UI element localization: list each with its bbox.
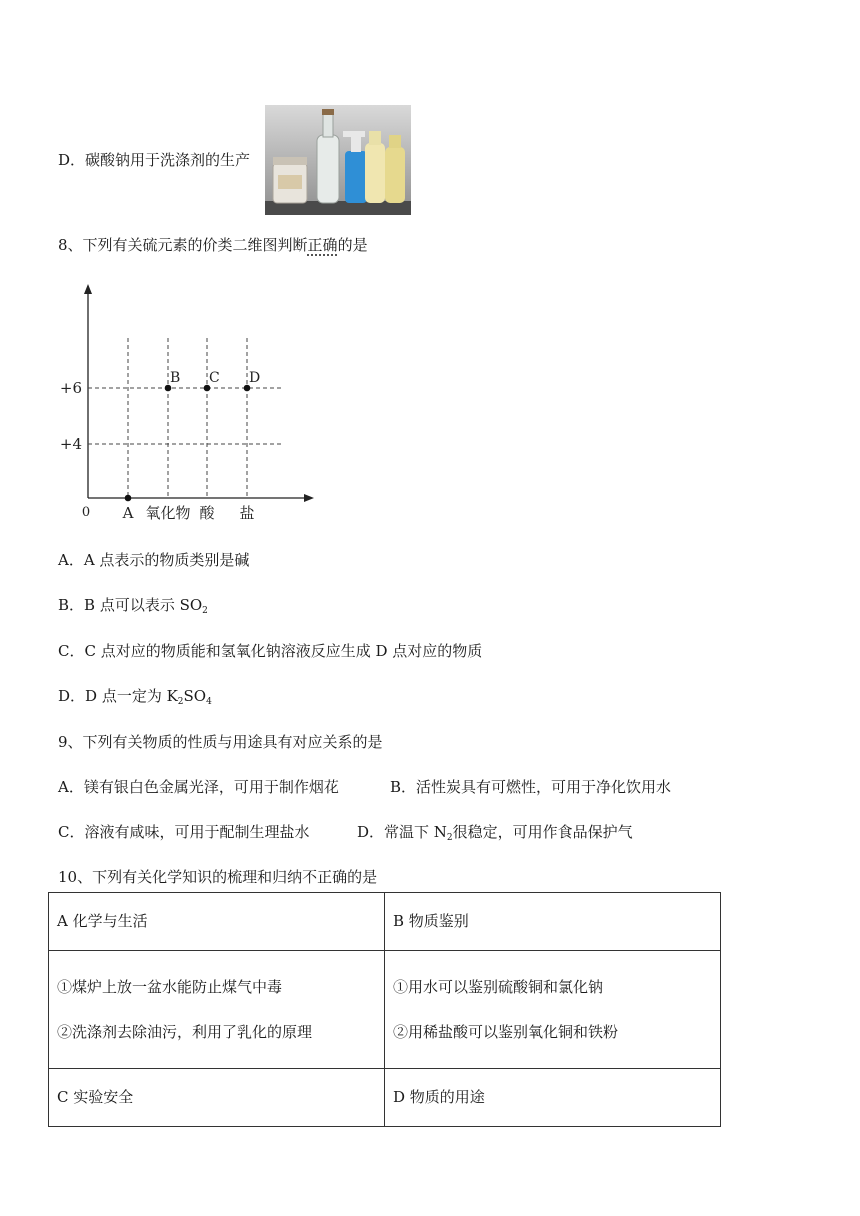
q8-option-d-subscript-1: 2 bbox=[177, 697, 184, 707]
table-a-head: A 化学与生活 bbox=[49, 893, 385, 951]
q8-stem bbox=[58, 235, 368, 255]
origin-label: 0 bbox=[81, 505, 91, 520]
q7-option-d: D．碳酸钠用于洗涤剂的生产 bbox=[58, 151, 251, 169]
y-tick-plus4: +4 bbox=[59, 435, 82, 453]
knowledge-table bbox=[48, 892, 721, 1127]
q8-option-c: C．C 点对应的物质能和氢氧化钠溶液反应生成 D 点对应的物质 bbox=[58, 642, 483, 660]
table-b-item-1: ①用水可以鉴别硫酸铜和氯化钠 bbox=[393, 978, 604, 996]
q9-option-d-text: D．常温下 N bbox=[357, 823, 447, 841]
point-a bbox=[125, 495, 132, 502]
q9-option-a: A．镁有银白色金属光泽，可用于制作烟花 bbox=[58, 778, 339, 796]
q8-option-b bbox=[58, 595, 208, 621]
valence-class-graph bbox=[52, 280, 332, 530]
point-b-label: B bbox=[170, 370, 181, 386]
point-c-label: C bbox=[209, 370, 220, 386]
q8-stem-pre: 8、下列有关硫元素的价类二维图判断 bbox=[58, 236, 308, 254]
q9-option-d-subscript: 2 bbox=[446, 833, 453, 843]
x-cat-oxide: 氧化物 bbox=[145, 504, 191, 522]
table-b-item-2: ②用稀盐酸可以鉴别氧化铜和铁粉 bbox=[393, 1023, 619, 1041]
q9-stem: 9、下列有关物质的性质与用途具有对应关系的是 bbox=[58, 733, 383, 751]
x-axis-arrow-icon bbox=[304, 494, 314, 502]
q8-option-b-text: B．B 点可以表示 SO bbox=[58, 596, 203, 614]
q8-option-d-text-mid: SO bbox=[183, 687, 207, 705]
table-a-body bbox=[49, 951, 385, 1069]
q8-stem-emphasis: 正确 bbox=[307, 236, 338, 254]
table-b-head: B 物质鉴别 bbox=[385, 893, 721, 951]
grid-lines bbox=[88, 338, 284, 498]
q9-option-b: B．活性炭具有可燃性，可用于净化饮用水 bbox=[390, 778, 672, 796]
q8-option-d-subscript-2: 4 bbox=[206, 697, 212, 707]
table-a-item-1: ①煤炉上放一盆水能防止煤气中毒 bbox=[57, 978, 283, 996]
detergent-bottles-photo bbox=[265, 105, 411, 215]
q8-stem-post: 的是 bbox=[337, 236, 368, 254]
q8-option-d-text: D．D 点一定为 K bbox=[58, 687, 178, 705]
table-c-head: C 实验安全 bbox=[49, 1069, 385, 1127]
q9-option-c: C．溶液有咸味，可用于配制生理盐水 bbox=[58, 823, 310, 841]
q8-option-a: A．A 点表示的物质类别是碱 bbox=[58, 551, 250, 569]
table-d-head: D 物质的用途 bbox=[385, 1069, 721, 1127]
point-d-label: D bbox=[249, 370, 261, 386]
q10-stem: 10、下列有关化学知识的梳理和归纳不正确的是 bbox=[58, 868, 378, 886]
y-tick-plus6: +6 bbox=[59, 379, 82, 397]
table-b-body bbox=[385, 951, 721, 1069]
q8-option-b-subscript: 2 bbox=[202, 606, 208, 616]
y-axis-arrow-icon bbox=[84, 284, 92, 294]
x-cat-acid: 酸 bbox=[199, 504, 215, 522]
table-a-item-2: ②洗涤剂去除油污，利用了乳化的原理 bbox=[57, 1023, 313, 1041]
x-cat-salt: 盐 bbox=[239, 504, 255, 522]
x-cat-a: A bbox=[122, 504, 134, 522]
q9-option-d bbox=[357, 822, 633, 848]
q9-option-d-text-post: 很稳定，可用作食品保护气 bbox=[452, 823, 633, 841]
q8-option-d bbox=[58, 686, 212, 712]
